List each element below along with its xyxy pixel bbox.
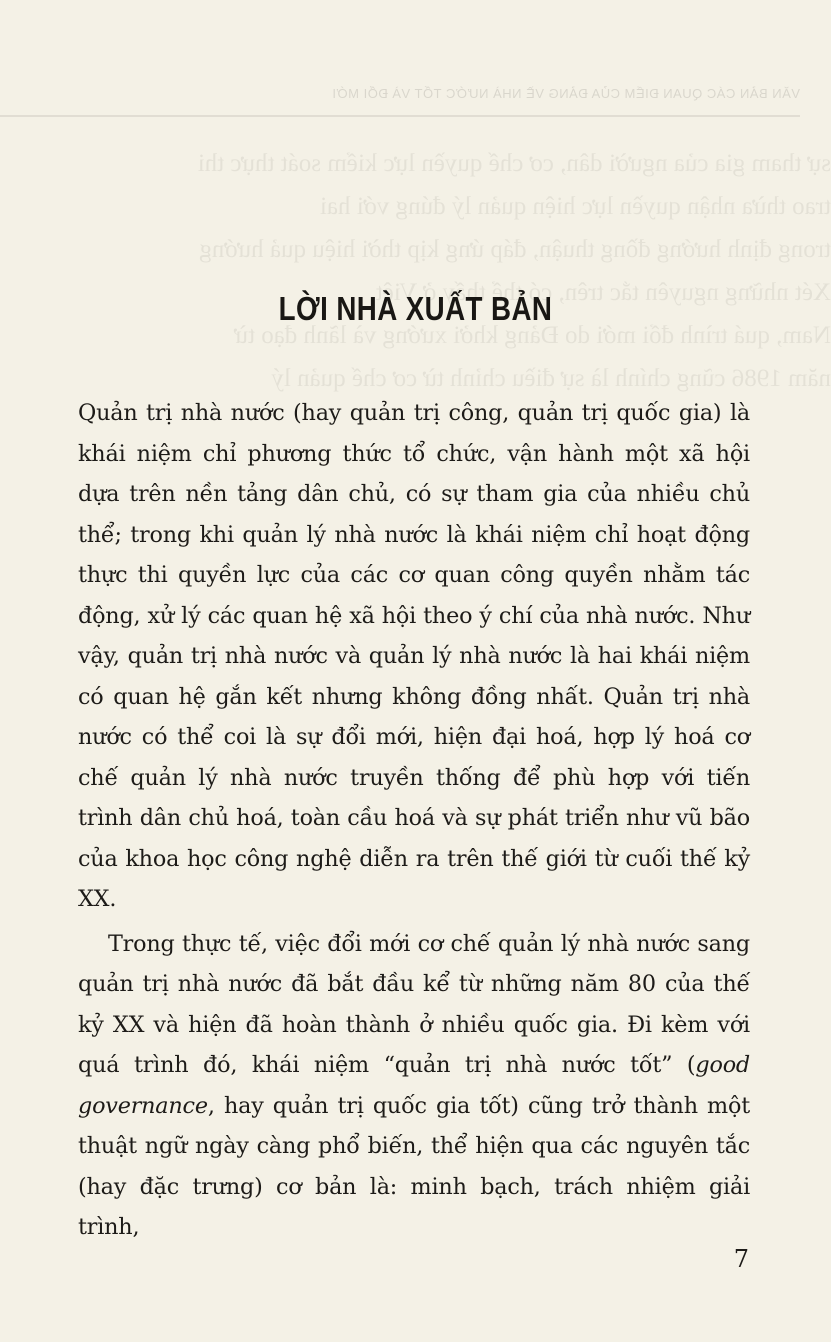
show-through-line: trong định hướng đồng thuận, đáp ứng kịp thời hiệu quả hướng [199,236,831,263]
show-through-line: Nam, quá trình đổi mới do Đảng khởi xướng và lãnh đạo từ [234,322,831,349]
paragraph-2 [78,924,750,1248]
show-through-line: Xét những nguyên tắc trên, có thể thấy ở Việt [375,279,831,306]
paragraph-1: Quản trị nhà nước (hay quản trị công, quản trị quốc gia) là khái niệm chỉ phương thức tổ chức, vận hành một xã hội dựa trên nền tảng dân chủ, có sự tham gia của nhiều chủ thể; trong khi quản lý nhà nước là khái niệm chỉ hoạt động thực thi quyền lực của các cơ quan công quyền nhằm tác động, xử lý các quan hệ xã hội theo ý chí của nhà nước. Như vậy, quản trị nhà nước và quản lý nhà nước là hai khái niệm có quan hệ gắn kết nhưng không đồng nhất. Quản trị nhà nước có thể coi là sự đổi mới, hiện đại hoá, hợp lý hoá cơ chế quản lý nhà nước truyền thống để phù hợp với tiến trình dân chủ hoá, toàn cầu hoá và sự phát triển như vũ bão của khoa học công nghệ diễn ra trên thế giới từ cuối thế kỷ XX. [78,400,750,912]
show-through-line: sự tham gia của người dân, cơ chế quyền lực kiểm soát thực thi [197,150,831,177]
show-through-header-rule [0,115,800,117]
show-through-line: năm 1986 cũng chính là sự điều chỉnh từ cơ chế quản lý [271,365,831,392]
paragraph-2-text-start: Trong thực tế, việc đổi mới cơ chế quản lý nhà nước sang quản trị nhà nước đã bắt đầu kể từ những năm 80 của thế kỷ XX và hiện đã hoàn thành ở nhiều quốc gia. Đi kèm với quá trình đó, khái niệm “quản trị nhà nước tốt” ( [78,930,750,1078]
paragraph-2-text-end: , hay quản trị quốc gia tốt) cũng trở thành một thuật ngữ ngày càng phổ biến, thể hiện qua các nguyên tắc (hay đặc trưng) cơ bản là: minh bạch, trách nhiệm giải trình, [78,1092,750,1240]
page-heading: LỜI NHÀ XUẤT BẢN [278,290,553,327]
paragraph-2-italic-term: good governance [78,1052,750,1119]
show-through-line: trao thừa nhận quyền lực hiện quản lý đúng với hai [319,193,831,220]
page-number: 7 [733,1245,749,1273]
show-through-running-header: VĂN BẢN CÁC QUAN ĐIỂM CỦA ĐẢNG VỀ NHÀ NƯỚC TỐT VÀ ĐỔI MỚI [331,86,800,101]
body-text [78,393,750,1248]
